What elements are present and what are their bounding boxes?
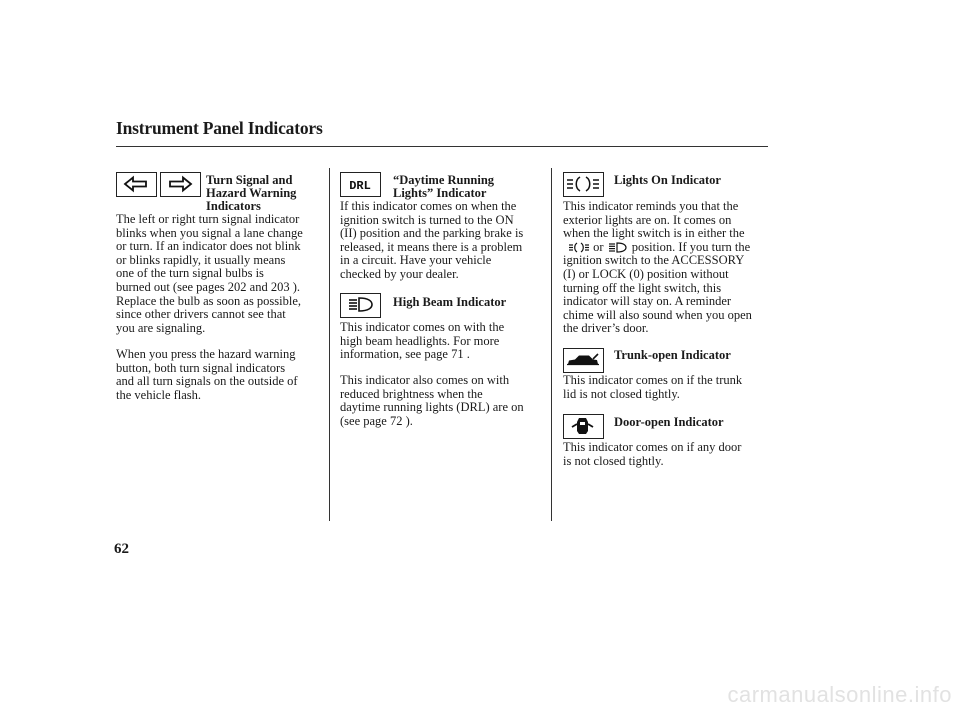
page-title: Instrument Panel Indicators xyxy=(116,118,323,138)
high-beam-heading: High Beam Indicator xyxy=(393,295,507,309)
turn-signal-paragraph: The left or right turn signal indicator blinks when you signal a lane change or turn. If an indicator does not blink or blinks rapidly, it usually means one of the turn signal bulbs is burned out (see pages 202 and 203 ). Replace the bulb as soon as possible, since other drivers cannot see that you are signaling. xyxy=(116,212,303,335)
left-turn-signal-icon xyxy=(116,172,157,197)
right-turn-signal-icon xyxy=(160,172,201,197)
drl-indicator-icon xyxy=(340,172,381,197)
high-beam-drl-paragraph: This indicator also comes on with reduced brightness when the daytime running lights (DRL) are on (see page 72 ). xyxy=(340,373,524,428)
door-open-paragraph: This indicator comes on if any door is not closed tightly. xyxy=(563,440,742,468)
watermark: carmanualsonline.info xyxy=(727,682,952,707)
lights-on-indicator-icon xyxy=(563,172,604,197)
trunk-open-paragraph: This indicator comes on if the trunk lid is not closed tightly. xyxy=(563,373,743,401)
trunk-open-heading: Trunk-open Indicator xyxy=(614,348,731,362)
column-divider-2 xyxy=(551,168,552,521)
drl-heading: “Daytime Running Lights” Indicator xyxy=(393,173,495,200)
turn-signal-heading: Turn Signal and Hazard Warning Indicators xyxy=(206,173,297,213)
hazard-paragraph: When you press the hazard warning button, both turn signal indicators and all turn signals on the outside of the vehicle flash. xyxy=(116,347,298,402)
lights-on-heading: Lights On Indicator xyxy=(614,173,721,187)
headlight-inline-icon xyxy=(607,242,629,253)
door-open-heading: Door-open Indicator xyxy=(614,415,724,429)
door-open-indicator-icon xyxy=(563,414,604,439)
trunk-open-indicator-icon xyxy=(563,348,604,373)
drl-paragraph: If this indicator comes on when the ignition switch is turned to the ON (II) position and the parking brake is released, it means there is a problem in a circuit. Have your vehicle checked by your dealer. xyxy=(340,199,524,281)
svg-text:DRL: DRL xyxy=(349,179,371,193)
parking-lights-inline-icon xyxy=(568,242,590,253)
high-beam-indicator-icon xyxy=(340,293,381,318)
column-divider-1 xyxy=(329,168,330,521)
high-beam-paragraph: This indicator comes on with the high beam headlights. For more information, see page 71 . xyxy=(340,320,505,362)
page-number: 62 xyxy=(114,541,129,557)
title-divider xyxy=(116,146,768,147)
lights-on-paragraph: This indicator reminds you that the exterior lights are on. It comes on when the light switch is in either the or position. If you turn the ignition switch to the ACCESSORY (I) or LOCK (0) position without turning off the light switch, this indicator will stay on. A reminder chime will also sound when you open the driver’s door. xyxy=(563,199,752,336)
